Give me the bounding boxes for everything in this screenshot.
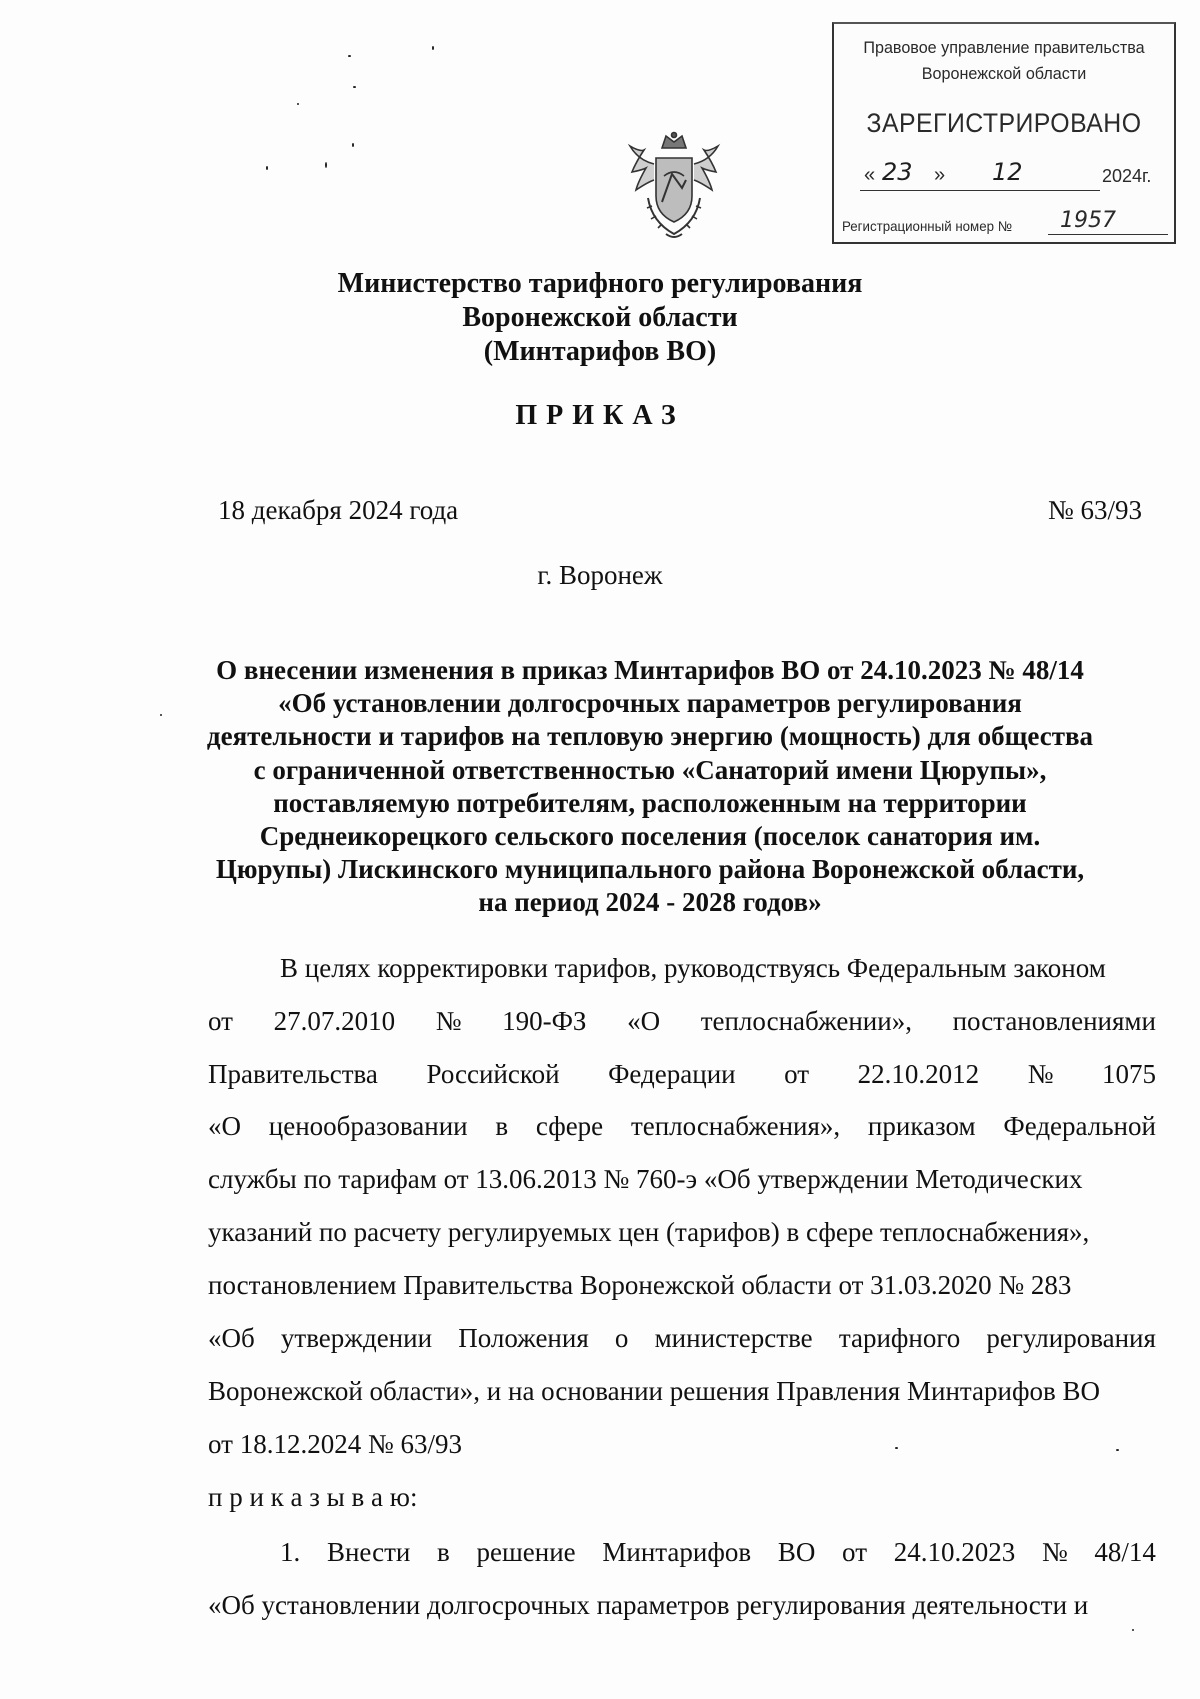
- subject-line: с ограниченной ответственностью «Санаторий имени Цюрупы»,: [253, 754, 1047, 785]
- body-word: Внести: [326, 1537, 411, 1567]
- scan-speck: [352, 143, 354, 147]
- stamp-date-underline: [860, 190, 1100, 191]
- document-city: г. Воронеж: [537, 560, 663, 590]
- subject-line: поставляемую потребителям, расположенным на территории: [273, 787, 1027, 818]
- body-word: Федеральной: [1003, 1111, 1156, 1141]
- body-word: о: [614, 1323, 629, 1353]
- body-line: [208, 1059, 1156, 1090]
- stamp-date: [852, 158, 1162, 198]
- body-word: ВО: [777, 1537, 816, 1567]
- document-number: № 63/93: [1047, 495, 1142, 525]
- body-line: [280, 1537, 1156, 1568]
- stamp-quote-close: »: [934, 164, 946, 186]
- body-word: утверждении: [280, 1323, 433, 1353]
- body-word: от: [208, 1006, 233, 1036]
- body-word: тарифного: [838, 1323, 961, 1353]
- body-word: в: [495, 1111, 509, 1141]
- body-word: 48/14: [1094, 1537, 1156, 1567]
- stamp-number-label: Регистрационный номер №: [842, 218, 1012, 234]
- body-line: [208, 1006, 1156, 1037]
- stamp-registration-number: [842, 208, 1172, 238]
- body-line: В целях корректировки тарифов, руководствуясь Федеральным законом: [280, 953, 1106, 983]
- stamp-day: 23: [882, 158, 913, 186]
- body-word: 1075: [1102, 1059, 1156, 1089]
- body-word: решение: [476, 1537, 576, 1567]
- body-line: «Об установлении долгосрочных параметров регулирования деятельности и: [208, 1590, 1089, 1620]
- body-word: «Об: [208, 1323, 255, 1353]
- body-word: «О: [208, 1111, 241, 1141]
- scan-speck: [353, 86, 356, 88]
- body-word: министерстве: [654, 1323, 813, 1353]
- body-word: Правительства: [208, 1059, 378, 1089]
- body-line: от 18.12.2024 № 63/93: [208, 1429, 462, 1459]
- stamp-registered-label: ЗАРЕГИСТРИРОВАНО: [866, 108, 1142, 138]
- subject-line: Среднеикорецкого сельского поселения (поселок санатория им.: [259, 821, 1041, 852]
- body-line: службы по тарифам от 13.06.2013 № 760-э «Об утверждении Методических: [208, 1164, 1083, 1194]
- subject-line: на период 2024 - 2028 годов»: [478, 887, 822, 918]
- body-word: «О: [627, 1006, 661, 1036]
- document-date: 18 декабря 2024 года: [218, 495, 459, 525]
- ministry-short-name: (Минтарифов ВО): [483, 336, 717, 367]
- body-word: Российской: [426, 1059, 560, 1089]
- scan-speck: [297, 103, 299, 105]
- body-word: от: [784, 1059, 810, 1089]
- body-word: сфере: [535, 1111, 604, 1141]
- body-word: ценообразовании: [268, 1111, 468, 1141]
- subject-line: Цюрупы) Лискинского муниципального района Воронежской области,: [215, 854, 1085, 885]
- body-line: [208, 1111, 1156, 1142]
- ministry-name-line1: Министерство тарифного регулирования: [337, 268, 863, 299]
- subject-line: деятельности и тарифов на тепловую энергию (мощность) для общества: [206, 721, 1094, 752]
- registration-stamp: [832, 22, 1176, 244]
- ministry-name-line2: Воронежской области: [462, 302, 738, 333]
- body-line: Воронежской области», и на основании решения Правления Минтарифов ВО: [208, 1376, 1100, 1406]
- body-word: 1.: [280, 1537, 301, 1567]
- subject-line: О внесении изменения в приказ Минтарифов ВО от 24.10.2023 № 48/14: [216, 655, 1084, 685]
- body-line: указаний по расчету регулируемых цен (тарифов) в сфере теплоснабжения»,: [208, 1217, 1090, 1247]
- body-word: Положения: [458, 1323, 589, 1353]
- body-word: 190-ФЗ: [502, 1006, 587, 1036]
- body-word: постановлениями: [952, 1006, 1156, 1036]
- body-word: 24.10.2023: [893, 1537, 1016, 1567]
- body-word: №: [435, 1006, 462, 1036]
- order-word: п р и к а з ы в а ю:: [208, 1482, 418, 1512]
- body-word: Минтарифов: [602, 1537, 752, 1567]
- stamp-number-underline: [1048, 234, 1168, 235]
- scan-speck: [1132, 1629, 1134, 1631]
- coat-of-arms-icon: [626, 130, 722, 242]
- body-line: постановлением Правительства Воронежской области от 31.03.2020 № 283: [208, 1270, 1072, 1300]
- body-word: приказом: [867, 1111, 976, 1141]
- scan-speck: [325, 162, 327, 168]
- subject-line: «Об установлении долгосрочных параметров регулирования: [278, 688, 1022, 719]
- scan-speck: [348, 55, 351, 57]
- body-word: Федерации: [608, 1059, 736, 1089]
- stamp-number-value: 1957: [1060, 208, 1116, 233]
- body-word: №: [1041, 1537, 1068, 1567]
- body-word: теплоснабжении»,: [700, 1006, 912, 1036]
- body-word: теплоснабжения»,: [630, 1111, 841, 1141]
- document-subject: [150, 654, 1150, 920]
- stamp-year: 2024г.: [1102, 166, 1152, 186]
- scan-speck: [266, 166, 268, 170]
- stamp-quote-open: «: [864, 164, 876, 186]
- scan-speck: [432, 46, 434, 50]
- stamp-organization-line2: Воронежской области: [921, 64, 1087, 83]
- body-word: от: [842, 1537, 867, 1567]
- document-type-title: ПРИКАЗ: [515, 400, 685, 431]
- body-word: 27.07.2010: [273, 1006, 396, 1036]
- body-word: 22.10.2012: [857, 1059, 980, 1089]
- stamp-month: 12: [992, 158, 1023, 186]
- body-word: в: [437, 1537, 450, 1567]
- body-line: [208, 1323, 1156, 1354]
- body-word: регулирования: [986, 1323, 1156, 1353]
- stamp-organization-line1: Правовое управление правительства: [863, 38, 1145, 57]
- body-word: №: [1027, 1059, 1054, 1089]
